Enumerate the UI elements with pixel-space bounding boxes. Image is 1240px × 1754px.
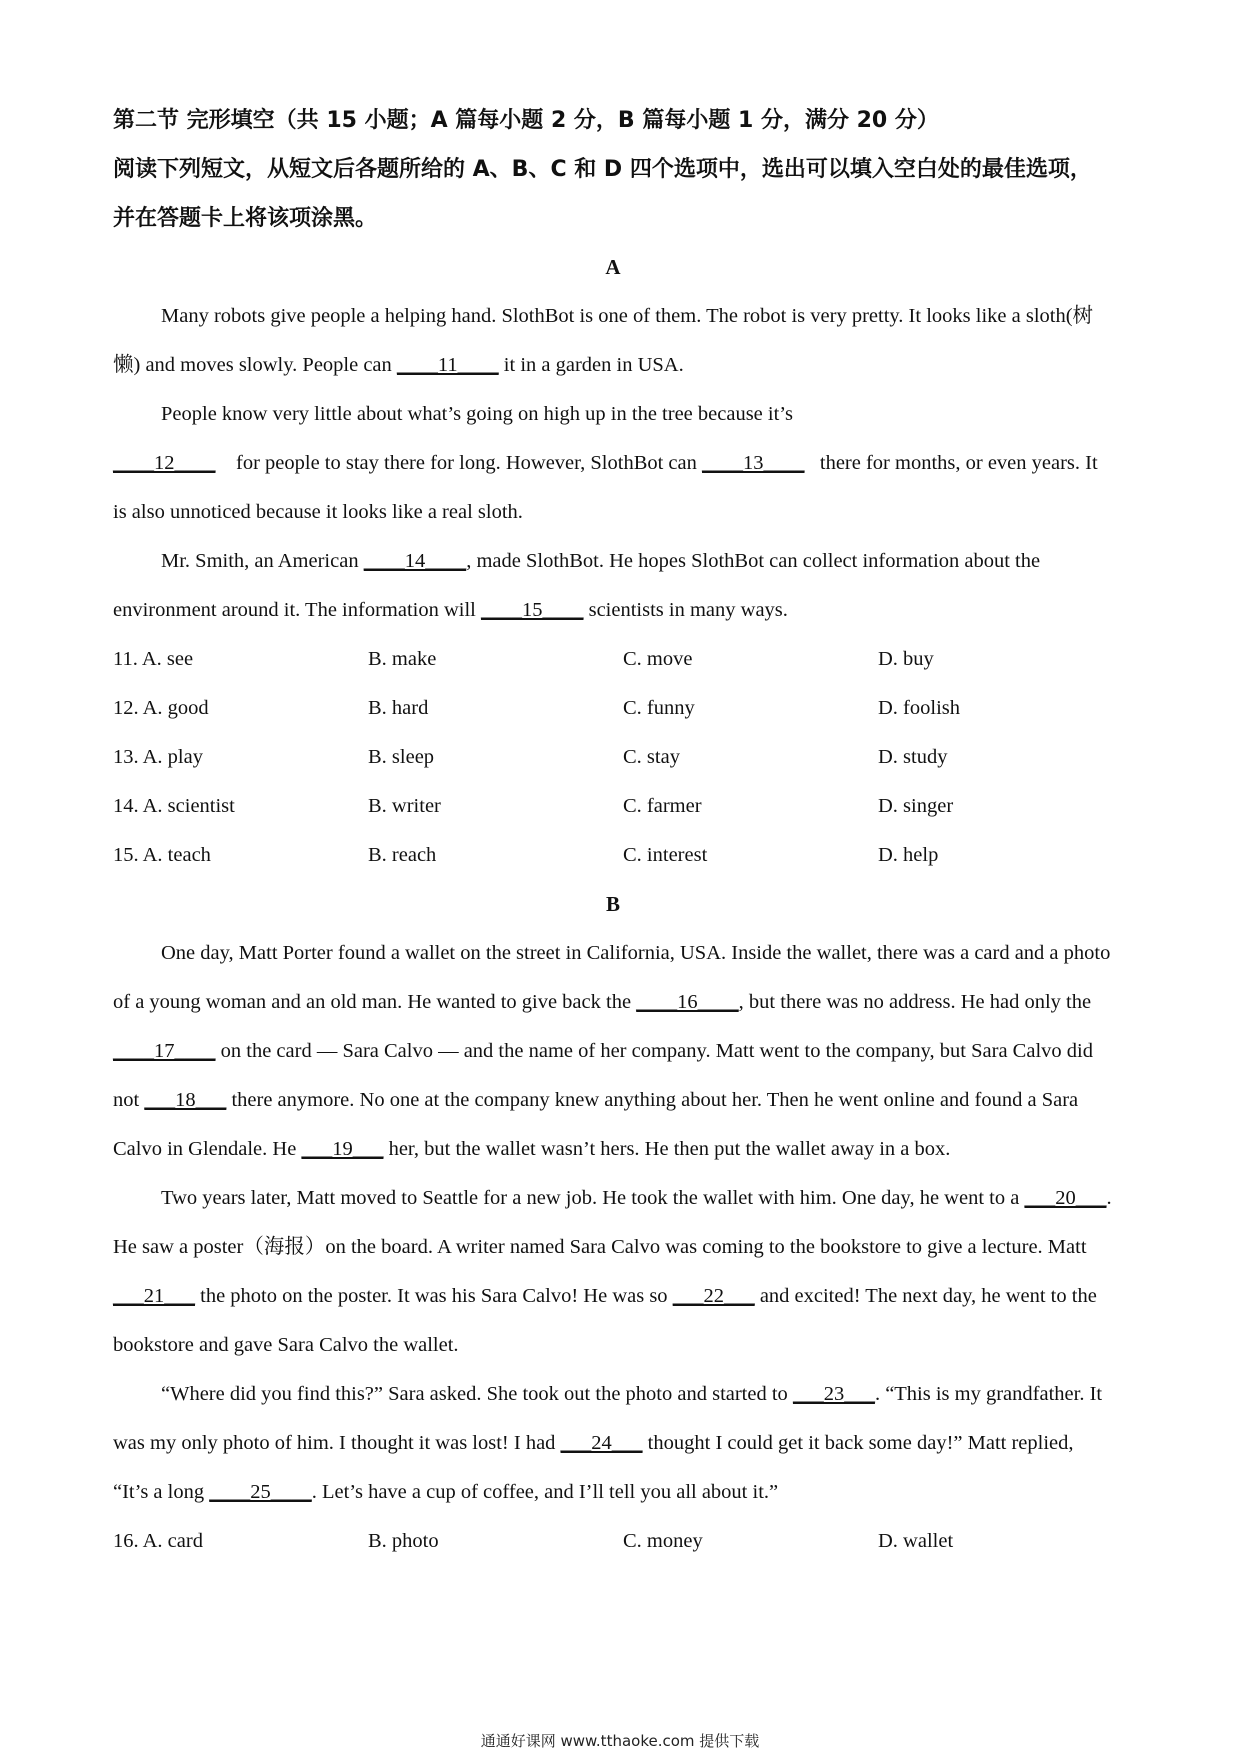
option-c: C. move — [623, 648, 693, 670]
option-a: 12. A. good — [113, 697, 209, 719]
option-d: D. foolish — [878, 697, 960, 719]
question-row — [113, 782, 1113, 831]
question-row — [113, 1517, 1113, 1566]
passage-a-paragraph-1: Many robots give people a helping hand. SlothBot is one of them. The robot is very pretty. It looks like a sloth(树懒) and moves slowly. People can ____11____ it in a garden in USA. — [113, 305, 1094, 376]
option-d: D. singer — [878, 795, 954, 817]
blank-25: ____25____ — [209, 1481, 312, 1503]
passage-a-paragraph-3: Mr. Smith, an American ____14____, made SlothBot. He hopes SlothBot can collect information about the environment around it. The information will ____15____ scientists in many ways. — [113, 550, 1041, 621]
blank-20: ___20___ — [1024, 1187, 1107, 1209]
blank-15: ____15____ — [480, 599, 584, 621]
blank-24: ___24___ — [560, 1432, 643, 1454]
blank-17: ____17____ — [113, 1040, 216, 1062]
page-content — [113, 96, 1113, 1566]
section-instruction: 阅读下列短文，从短文后各题所给的 A、B、C 和 D 四个选项中，选出可以填入空白处的最佳选项，并在答题卡上将该项涂黑。 — [113, 157, 1092, 231]
question-row — [113, 684, 1113, 733]
option-c: C. money — [623, 1530, 703, 1552]
blank-22: ___22___ — [672, 1285, 755, 1307]
question-row — [113, 635, 1113, 684]
option-d: D. help — [878, 844, 939, 866]
blank-12: ____12____ — [113, 452, 216, 474]
option-b: B. sleep — [368, 746, 435, 768]
option-c: C. funny — [623, 697, 695, 719]
blank-21: ___21___ — [113, 1285, 195, 1307]
option-b: B. writer — [368, 795, 441, 817]
passage-b-paragraph-3: “Where did you find this?” Sara asked. She took out the photo and started to ___23___. “This is my grandfather. It was my only photo of him. I thought it was lost! I had ___24___ thought I could get it back some day!” Matt replied, “It’s a long ____25____. Let’s have a cup of coffee, and I’ll tell you all about it.” — [113, 1383, 1103, 1503]
option-b: B. reach — [368, 844, 437, 866]
option-a: 14. A. scientist — [113, 795, 235, 817]
option-a: 15. A. teach — [113, 844, 211, 866]
passage-a-title: A — [605, 255, 621, 279]
option-b: B. photo — [368, 1530, 439, 1552]
blank-14: ____14____ — [363, 550, 467, 572]
question-row — [113, 831, 1113, 880]
blank-18: ___18___ — [144, 1089, 227, 1111]
option-d: D. buy — [878, 648, 934, 670]
option-a: 16. A. card — [113, 1530, 203, 1552]
option-a: 13. A. play — [113, 746, 203, 768]
option-b: B. hard — [368, 697, 429, 719]
option-d: D. wallet — [878, 1530, 954, 1552]
passage-a-paragraph-2: People know very little about what’s going on high up in the tree because it’s ____12____ for people to stay there for long. However, SlothBot can ____13____ there for months, or even years. It is also unnoticed because it looks like a real sloth. — [113, 403, 1103, 523]
passage-b-paragraph-2: Two years later, Matt moved to Seattle for a new job. He took the wallet with him. One day, he went to a ___20___. He saw a poster（海报）on the board. A writer named Sara Calvo was coming to the bookstore to give a lecture. Matt ___21___ the photo on the poster. It was his Sara Calvo! He was so ___22___ and excited! The next day, he went to the bookstore and gave Sara Calvo the wallet. — [113, 1187, 1112, 1356]
passage-a-questions — [113, 635, 1113, 880]
option-b: B. make — [368, 648, 437, 670]
option-c: C. farmer — [623, 795, 702, 817]
blank-11: ____11____ — [396, 354, 499, 376]
option-c: C. interest — [623, 844, 708, 866]
blank-13: ____13____ — [702, 452, 805, 474]
blank-16: ____16____ — [636, 991, 739, 1013]
option-d: D. study — [878, 746, 948, 768]
passage-b-paragraph-1: One day, Matt Porter found a wallet on the street in California, USA. Inside the wallet, there was a card and a photo of a young woman and an old man. He wanted to give back the ____16____, but there was no address. He had only the ____17____ on the card — Sara Calvo — and the name of her company. Matt went to the company, but Sara Calvo did not ___18___ there anymore. No one at the company knew anything about her. Then he went online and found a Sara Calvo in Glendale. He ___19___ her, but the wallet wasn’t hers. He then put the wallet away in a box. — [113, 942, 1111, 1160]
blank-19: ___19___ — [301, 1138, 384, 1160]
option-a: 11. A. see — [113, 648, 194, 670]
section-heading: 第二节 完形填空（共 15 小题；A 篇每小题 2 分，B 篇每小题 1 分，满分 20 分） — [113, 108, 939, 133]
question-row — [113, 733, 1113, 782]
passage-b-title: B — [605, 892, 620, 916]
option-c: C. stay — [623, 746, 680, 768]
passage-b-questions — [113, 1517, 1113, 1566]
page-footer: 通通好课网 www.tthaoke.com 提供下载 — [480, 1732, 760, 1750]
blank-23: ___23___ — [792, 1383, 875, 1405]
